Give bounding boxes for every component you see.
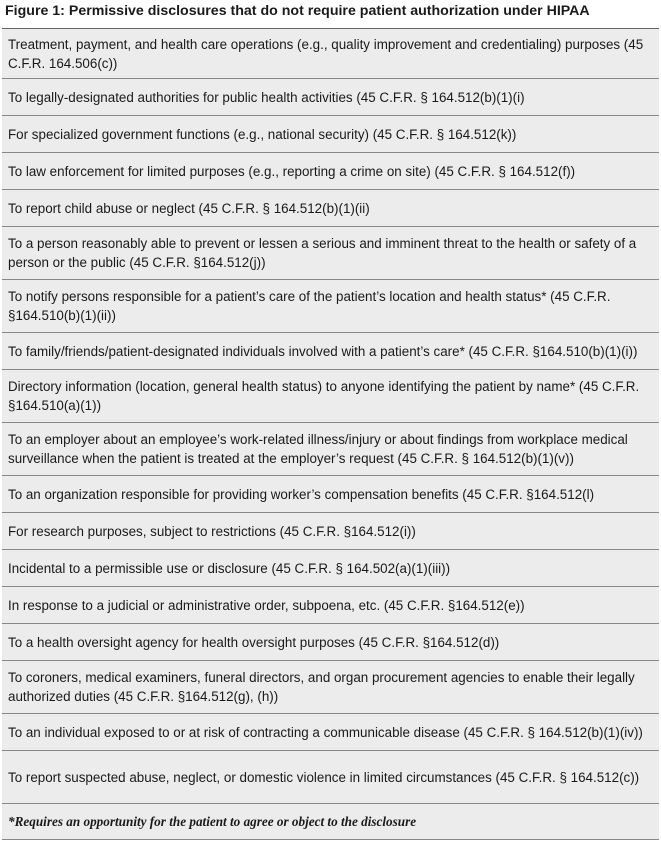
footnote: *Requires an opportunity for the patient to agree or object to the disclosure bbox=[2, 804, 659, 840]
row-text: Treatment, payment, and health care operations (e.g., quality improvement and credentialing) purposes (45 C.F.R. 164.506(c)) bbox=[8, 36, 644, 71]
row-text: To legally-designated authorities for public health activities (45 C.F.R. § 164.512(b)(1)(i) bbox=[8, 89, 525, 105]
row-text: To a health oversight agency for health oversight purposes (45 C.F.R. §164.512(d)) bbox=[8, 634, 500, 650]
row-text: To a person reasonably able to prevent or lessen a serious and imminent threat to the health or safety of a person or the public (45 C.F.R. §164.512(j)) bbox=[8, 236, 637, 270]
table-row bbox=[2, 116, 659, 153]
table-row bbox=[2, 587, 659, 624]
table-row bbox=[2, 476, 659, 513]
row-text: To an organization responsible for providing worker’s compensation benefits (45 C.F.R. §164.512(l) bbox=[8, 486, 595, 502]
table-row bbox=[2, 79, 659, 116]
table-row bbox=[2, 550, 659, 587]
table-row bbox=[2, 751, 659, 804]
table-row bbox=[2, 280, 659, 333]
row-text: To report suspected abuse, neglect, or domestic violence in limited circumstances (45 C.F.R. § 164.512(c)) bbox=[8, 769, 640, 785]
figure bbox=[2, 0, 659, 840]
table-row bbox=[2, 153, 659, 190]
row-text: To an employer about an employee’s work-related illness/injury or about findings from workplace medical surveillance when the patient is treated at the employer’s request (45 C.F.R. § 164.512(b)(1)(v)) bbox=[8, 432, 628, 466]
table-row bbox=[2, 714, 659, 751]
table-row bbox=[2, 661, 659, 714]
disclosure-table bbox=[2, 28, 659, 840]
row-text: To report child abuse or neglect (45 C.F.R. § 164.512(b)(1)(ii) bbox=[8, 200, 370, 216]
row-text: To coroners, medical examiners, funeral directors, and organ procurement agencies to enable their legally authorized duties (45 C.F.R. §164.512(g), (h)) bbox=[8, 670, 635, 704]
row-text: To family/friends/patient-designated individuals involved with a patient’s care* (45 C.F.R. §164.510(b)(1)(i)) bbox=[8, 343, 638, 359]
row-text: To an individual exposed to or at risk of contracting a communicable disease (45 C.F.R. § 164.512(b)(1)(iv)) bbox=[8, 724, 643, 740]
row-text: In response to a judicial or administrative order, subpoena, etc. (45 C.F.R. §164.512(e)) bbox=[8, 597, 525, 613]
row-text: Incidental to a permissible use or disclosure (45 C.F.R. § 164.502(a)(1)(iii)) bbox=[8, 560, 451, 576]
row-text: For specialized government functions (e.g., national security) (45 C.F.R. § 164.512(k)) bbox=[8, 126, 517, 142]
figure-title: Figure 1: Permissive disclosures that do not require patient authorization under HIPAA bbox=[5, 3, 590, 19]
table-row bbox=[2, 190, 659, 227]
table-row bbox=[2, 29, 659, 79]
row-text: To notify persons responsible for a patient’s care of the patient’s location and health status* (45 C.F.R. §164.510(b)(1)(ii)) bbox=[8, 289, 611, 323]
table-row bbox=[2, 624, 659, 661]
row-text: To law enforcement for limited purposes (e.g., reporting a crime on site) (45 C.F.R. § 164.512(f)) bbox=[8, 163, 576, 179]
table-row bbox=[2, 333, 659, 370]
row-text: For research purposes, subject to restrictions (45 C.F.R. §164.512(i)) bbox=[8, 523, 416, 539]
table-row bbox=[2, 513, 659, 550]
table-row bbox=[2, 370, 659, 423]
row-text: Directory information (location, general health status) to anyone identifying the patient by name* (45 C.F.R. §164.510(a)(1)) bbox=[8, 379, 640, 413]
table-row bbox=[2, 227, 659, 280]
table-row bbox=[2, 423, 659, 476]
